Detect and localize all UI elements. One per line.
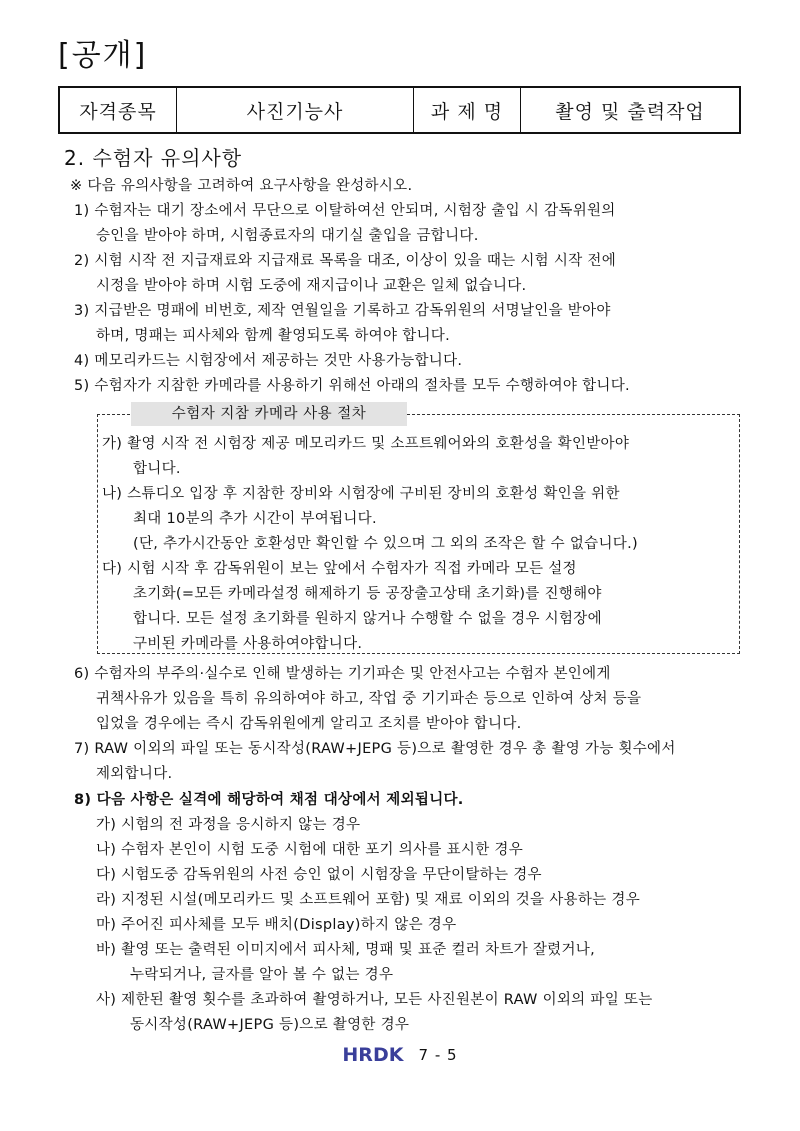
item-5-line: 5) 수험자가 지참한 카메라를 사용하기 위해선 아래의 절차를 모두 수행하여야 합니다. — [74, 378, 630, 394]
item-7-line-2: 제외합니다. — [96, 766, 173, 782]
item-7-line-1: 7) RAW 이외의 파일 또는 동시작성(RAW+JEPG 등)으로 촬영한 경우 총 촬영 가능 횟수에서 — [74, 741, 676, 757]
disqualify-ma: 마) 주어진 피사체를 모두 배치(Display)하지 않은 경우 — [96, 917, 457, 933]
procedure-ga-line-2: 합니다. — [133, 461, 181, 477]
item-3-line-1: 3) 지급받은 명패에 비번호, 제작 연월일을 기록하고 감독위원의 서명날인을 받아야 — [74, 303, 611, 319]
disclosure-stamp: [공개] — [58, 38, 148, 73]
subject-label: 자격종목 — [59, 87, 177, 133]
disqualify-ga: 가) 시험의 전 과정을 응시하지 않는 경우 — [96, 817, 361, 833]
disqualify-ba-line-2: 누락되거나, 글자를 알아 볼 수 없는 경우 — [130, 967, 394, 983]
item-6-line-2: 귀책사유가 있음을 특히 유의하여야 하고, 작업 중 기기파손 등으로 인하여 상처 등을 — [96, 691, 642, 707]
disqualify-na: 나) 수험자 본인이 시험 도중 시험에 대한 포기 의사를 표시한 경우 — [96, 842, 524, 858]
section-title: 2. 수험자 유의사항 — [64, 146, 243, 170]
disqualify-sa-line-1: 사) 제한된 촬영 횟수를 초과하여 촬영하거나, 모든 사진원본이 RAW 이외의 파일 또는 — [96, 992, 653, 1008]
procedure-da-line-4: 구비된 카메라를 사용하여야합니다. — [133, 636, 363, 652]
item-1-line-1: 1) 수험자는 대기 장소에서 무단으로 이탈하여선 안되며, 시험장 출입 시 감독위원의 — [74, 203, 616, 219]
procedure-ga-line-1: 가) 촬영 시작 전 시험장 제공 메모리카드 및 소프트웨어와의 호환성을 확인받아야 — [102, 436, 630, 452]
item-2-line-1: 2) 시험 시작 전 지급재료와 지급재료 목록을 대조, 이상이 있을 때는 시험 시작 전에 — [74, 253, 617, 269]
item-4-line: 4) 메모리카드는 시험장에서 제공하는 것만 사용가능합니다. — [74, 353, 463, 369]
disqualify-da: 다) 시험도중 감독위원의 사전 승인 없이 시험장을 무단이탈하는 경우 — [96, 867, 542, 883]
disqualify-ba-line-1: 바) 촬영 또는 출력된 이미지에서 피사체, 명패 및 표준 컬러 차트가 잘렸거나, — [96, 942, 595, 958]
task-value: 촬영 및 출력작업 — [521, 87, 741, 133]
item-2-line-2: 시정을 받아야 하며 시험 도중에 재지급이나 교환은 일체 없습니다. — [96, 278, 527, 294]
disqualify-ra: 라) 지정된 시설(메모리카드 및 소프트웨어 포함) 및 재료 이외의 것을 사용하는 경우 — [96, 892, 640, 908]
item-8-line: 8) 다음 사항은 실격에 해당하여 채점 대상에서 제외됩니다. — [74, 792, 464, 808]
item-6-line-1: 6) 수험자의 부주의·실수로 인해 발생하는 기기파손 및 안전사고는 수험자 본인에게 — [74, 666, 611, 682]
task-label: 과 제 명 — [414, 87, 521, 133]
hrdk-logo: HRDK — [342, 1044, 404, 1066]
item-6-line-3: 입었을 경우에는 즉시 감독위원에게 알리고 조치를 받아야 합니다. — [96, 716, 522, 732]
page-footer — [0, 1044, 800, 1066]
procedure-da-line-1: 다) 시험 시작 후 감독위원이 보는 앞에서 수험자가 직접 카메라 모든 설정 — [102, 561, 577, 577]
procedure-da-line-3: 합니다. 모든 설정 초기화를 원하지 않거나 수행할 수 없을 경우 시험장에 — [133, 611, 602, 627]
item-3-line-2: 하며, 명패는 피사체와 함께 촬영되도록 하여야 합니다. — [96, 328, 451, 344]
page-number: 7 - 5 — [418, 1046, 458, 1064]
disqualify-sa-line-2: 동시작성(RAW+JEPG 등)으로 촬영한 경우 — [130, 1017, 410, 1033]
intro-line: ※ 다음 유의사항을 고려하여 요구사항을 완성하시오. — [70, 178, 413, 194]
procedure-na-line-1: 나) 스튜디오 입장 후 지참한 장비와 시험장에 구비된 장비의 호환성 확인을 위한 — [102, 486, 620, 502]
subject-value: 사진기능사 — [177, 87, 414, 133]
item-1-line-2: 승인을 받아야 하며, 시험종료자의 대기실 출입을 금합니다. — [96, 228, 479, 244]
procedure-da-line-2: 초기화(=모든 카메라설정 해제하기 등 공장출고상태 초기화)를 진행해야 — [133, 586, 602, 602]
camera-procedure-title: 수험자 지참 카메라 사용 절차 — [131, 402, 407, 426]
procedure-na-line-3: (단, 추가시간동안 호환성만 확인할 수 있으며 그 외의 조작은 할 수 없습니다.) — [133, 536, 638, 552]
procedure-na-line-2: 최대 10분의 추가 시간이 부여됩니다. — [133, 511, 377, 527]
exam-info-table — [58, 86, 741, 134]
